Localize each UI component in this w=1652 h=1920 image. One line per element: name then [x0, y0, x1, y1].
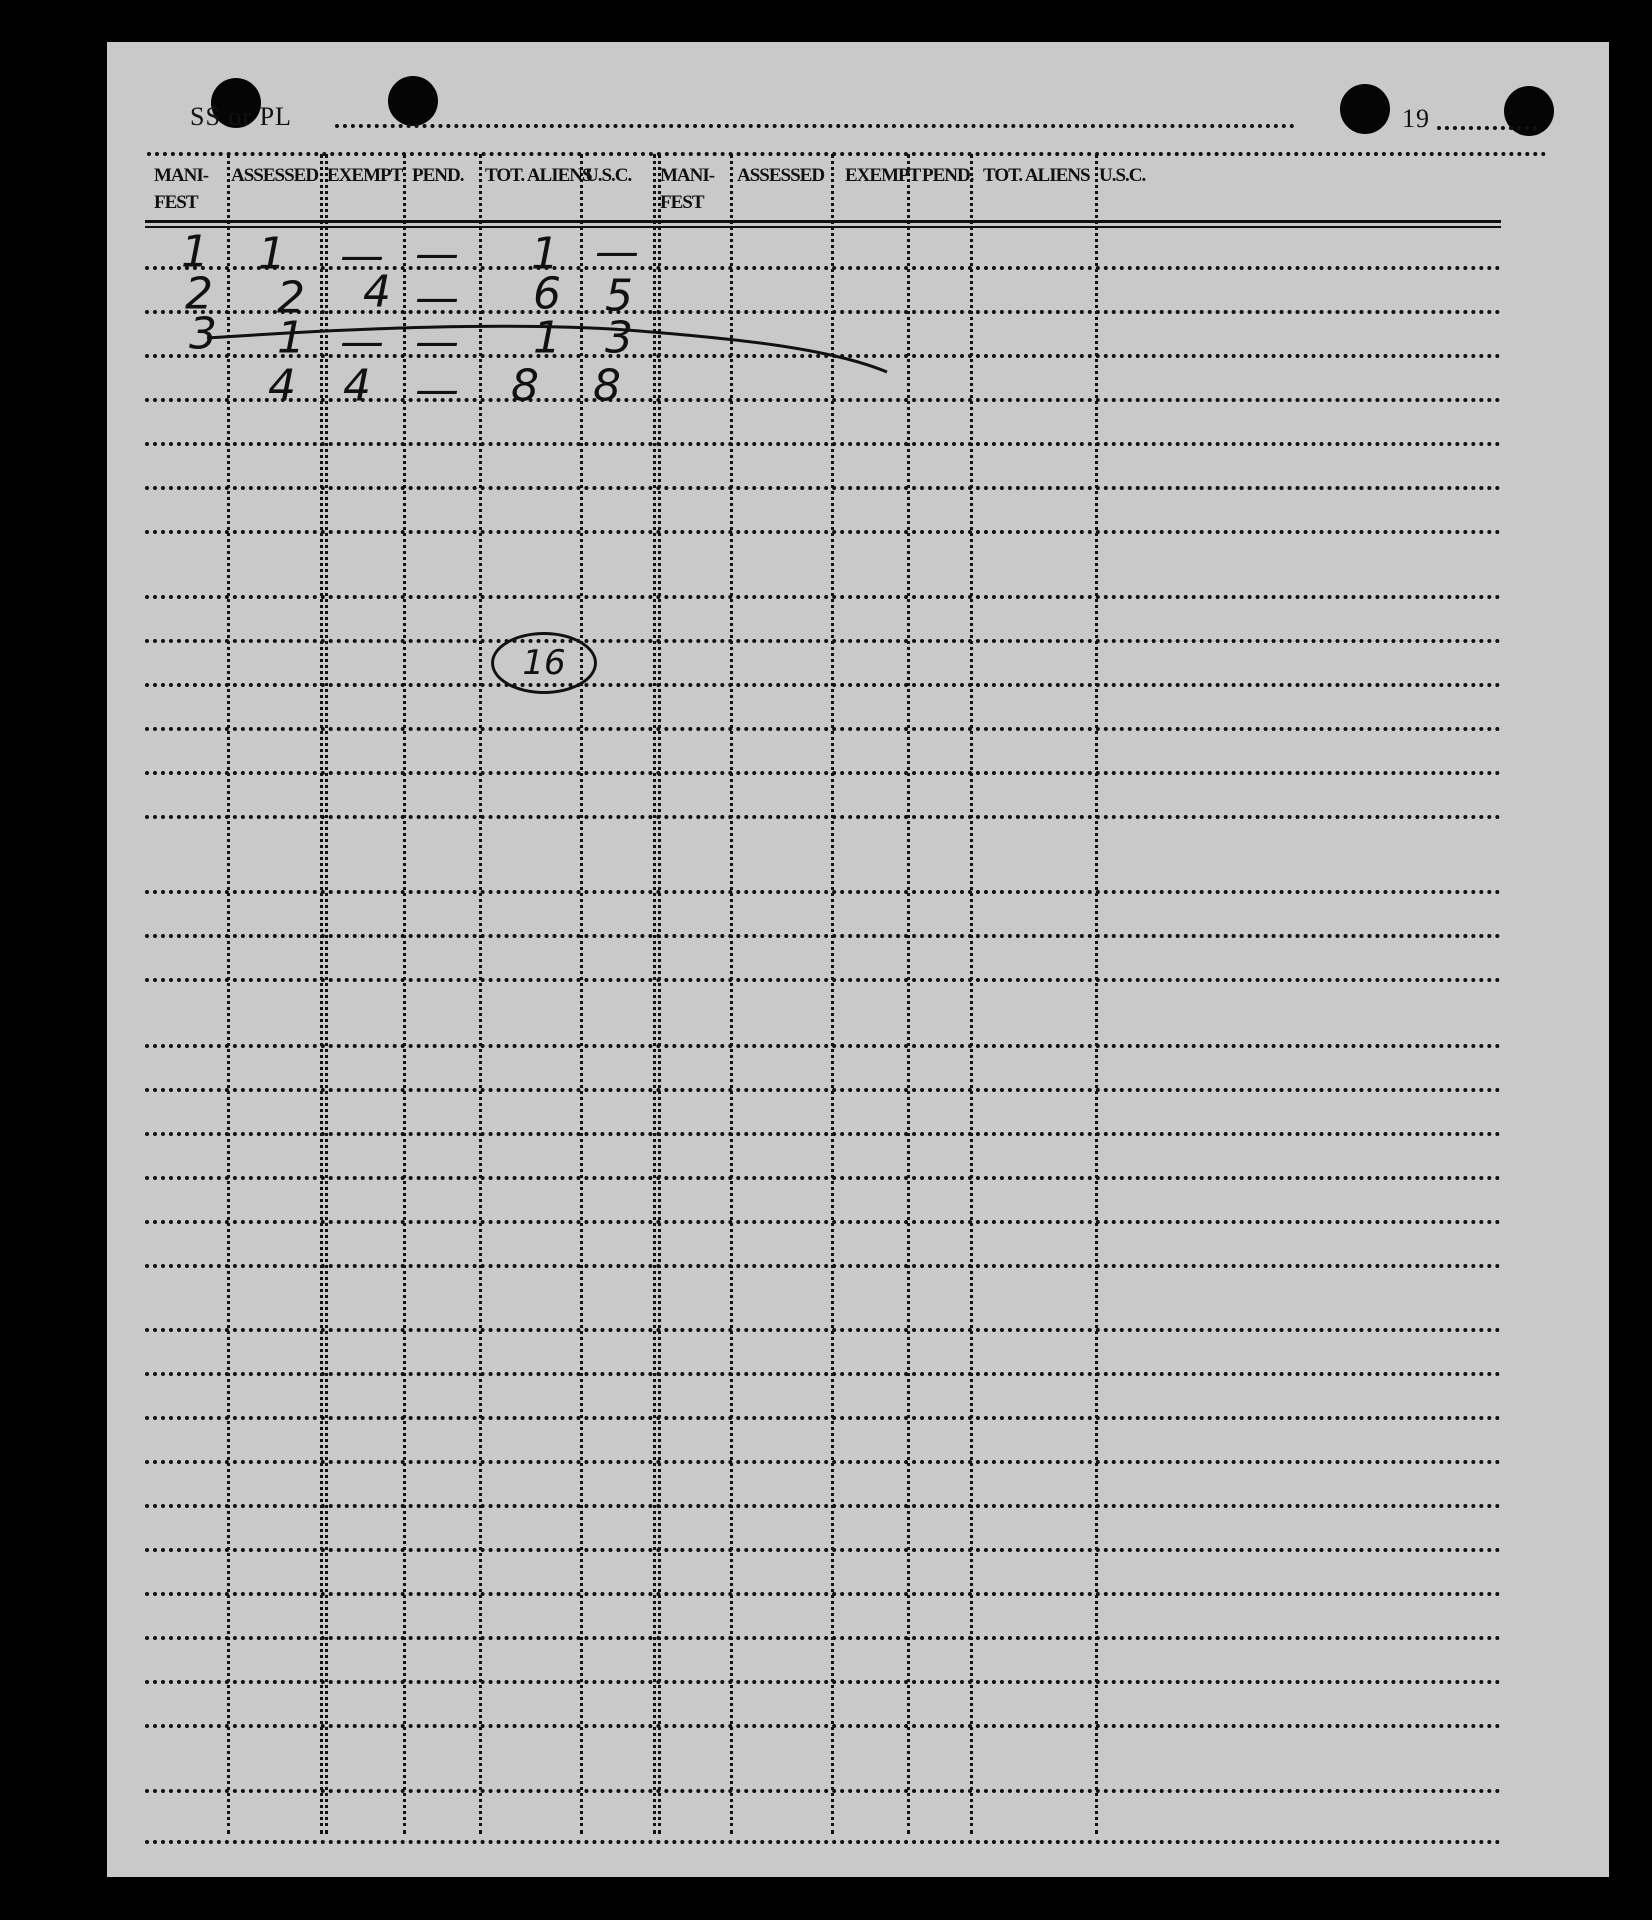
col-head-pend-1: PEND.	[412, 165, 464, 186]
total-line	[107, 42, 1609, 1877]
year-label: 19	[1402, 104, 1430, 133]
entry-assessed: 1	[277, 312, 305, 364]
col-head-manifest-1: MANI- FEST	[154, 165, 209, 213]
total-usc: 8	[593, 360, 621, 412]
entry-tot-aliens: 1	[533, 312, 561, 364]
col-head-tot-aliens-1: TOT. ALIENS	[485, 165, 592, 186]
entry-manifest: 3	[189, 308, 217, 360]
entry-assessed: 1	[258, 228, 286, 280]
entry-usc: 5	[605, 270, 633, 322]
circled-note	[491, 632, 597, 694]
entry-tot-aliens: 1	[531, 228, 559, 280]
col-head-assessed-2: ASSESSED	[737, 165, 825, 186]
col-head-usc-2: U.S.C.	[1099, 165, 1146, 186]
total-pend: —	[415, 364, 459, 416]
col-head-manifest-2: MANI- FEST	[660, 165, 715, 213]
entry-usc: 3	[605, 312, 633, 364]
entry-manifest: 2	[185, 268, 213, 320]
entry-tot-aliens: 6	[533, 268, 561, 320]
col-head-usc-1: U.S.C.	[585, 165, 632, 186]
entry-pend: —	[415, 316, 459, 368]
entry-manifest: 1	[181, 226, 209, 278]
entry-exempt: —	[340, 230, 384, 282]
col-head-exempt-1: EXEMPT	[327, 165, 403, 186]
total-assessed: 4	[268, 360, 296, 412]
entry-exempt: —	[340, 316, 384, 368]
total-tot-aliens: 8	[511, 360, 539, 412]
entry-exempt: 4	[363, 266, 391, 318]
col-head-tot-aliens-2: TOT. ALIENS	[983, 165, 1090, 186]
entry-pend: —	[415, 272, 459, 324]
entry-usc: —	[595, 226, 639, 278]
circled-note-text: 16	[522, 643, 566, 683]
col-head-exempt-2: EXEMPT	[845, 165, 921, 186]
col-head-assessed-1: ASSESSED	[231, 165, 319, 186]
form-sheet	[107, 42, 1609, 1877]
entry-assessed: 2	[277, 272, 305, 324]
col-head-pend-2: PEND.	[922, 165, 974, 186]
entry-pend: —	[415, 228, 459, 280]
ship-label: SS or PL	[190, 102, 292, 131]
total-exempt: 4	[343, 360, 371, 412]
